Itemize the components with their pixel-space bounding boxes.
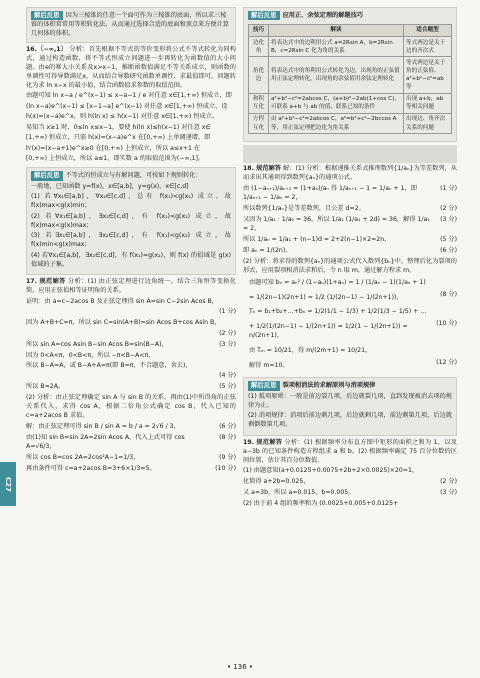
q16-line: h(x)=(x−a)e^x，则 h(ln x) ≤ h(x−1) 对任意 x∈[1,+∞) 恒成立。 xyxy=(26,113,219,121)
q16-line: [1,+∞) 恒成立，只需 h(x)=(x−a)e^x 在[0,+∞) 上单调递增，即 xyxy=(26,134,211,142)
tips-tag: 解后反思 xyxy=(248,381,280,390)
table-cell: 边化角 xyxy=(249,37,269,57)
score: (10 分) xyxy=(215,464,236,472)
tips-box-table xyxy=(243,7,457,142)
q18-line: 所以 1/aₙ = 1/a₁ + (n−1)d = 2+2(n−1)×2=2n， xyxy=(243,235,391,243)
q17-heading: 17. 规范解答 xyxy=(26,278,66,286)
table-header: 技巧 xyxy=(249,24,269,36)
q17-line: 因为 A+B+C=π，所以 sin C=sin(A+B)=sin Acos B+cos Asin B， xyxy=(26,319,221,327)
q18-heading: 18. 规范解答 xyxy=(243,165,282,173)
table-cell: 和积互化 xyxy=(249,93,269,113)
score: (9 分) xyxy=(219,453,236,461)
tips-box-mid xyxy=(26,167,236,275)
score: (1 分) xyxy=(219,308,236,316)
table-cell: 出现边、角齐次关系的问题 xyxy=(404,113,452,133)
techniques-table xyxy=(248,24,452,134)
left-column xyxy=(26,4,236,652)
q17-analysis: 分析：(1) 由正弦定理进行边角统一，结合三角恒等变换化简，应用正弦值相等证明角的关系。 xyxy=(26,278,236,295)
score: (5 分) xyxy=(219,383,236,391)
q16-block xyxy=(26,46,236,91)
q18-formula: 解得 m=10。 xyxy=(249,362,289,370)
q17-solution: 解：由正弦定理可得 sin B / sin A = b / a = 2√6 / 3， xyxy=(26,422,180,430)
tips-general: 一般地，已知函数 y=f(x)，x∈[a,b]，y=g(x)，x∈[c,d] xyxy=(31,182,189,190)
table-cell: 方程互化 xyxy=(249,113,269,133)
table-row xyxy=(249,113,452,133)
score: (6 分) xyxy=(219,422,236,430)
tips-rule: (1) 抵项原则：一般是前边裂几项，后边就裂几项，直到发现被消去项的规律为止。 xyxy=(248,392,452,409)
table-header: 解读 xyxy=(269,24,404,36)
q18-formula: = 1/(2n−1)(2n+1) = 1/2 (1/(2n−1) − 1/(2n+1))， xyxy=(249,293,403,301)
q17-proof: 证明：由 a=c−2acos B 及正弦定理得 sin A=sin C−2sin Acos B， xyxy=(26,297,218,305)
q16-heading: 16.〔−∞,1〕 xyxy=(26,45,68,53)
q16-line: 易知当 x≥1 时，0≤ln x≤x−1，要使 h(ln x)≤h(x−1) 对任意 x∈ xyxy=(26,123,211,131)
q19-line: (1) 由题意知(a+0.0125+0.0075+2b+2×0.0025)×20=1， xyxy=(243,467,419,475)
table-cell: 角化边 xyxy=(249,57,269,93)
score: (3 分) xyxy=(440,215,457,223)
score: (12 分) xyxy=(436,359,457,367)
score: (1 分) xyxy=(440,184,457,192)
tips-item: (1) 若∀x₁∈[a,b]，∀x₂∈[c,d]，总有 f(x₁)<g(x₂) 成立，故 f(x)max<g(x)min； xyxy=(31,193,231,210)
score: (6 分) xyxy=(440,246,457,254)
score: (2 分) xyxy=(219,329,236,337)
q19-line: 化简得 a+2b=0.025， xyxy=(243,477,310,485)
tips-intro: 不等式的恒成立与有解问题，可按如下规则转化： xyxy=(65,172,202,180)
q17-part2: (2) 分析：由正弦定理确定 sin A 与 sin B 的关系，再由(1)中所得角的正弦关系代入，求得 cos A，根据二倍角公式确定 cos B，代入已知的 c=a+2acos B 求值。 xyxy=(26,394,236,420)
score: (5 分) xyxy=(440,235,457,243)
score: (4 分) xyxy=(219,372,236,380)
tips-text: 因为三棱锥的任意一个面可作为三棱锥的底面，所以求三棱锥的体积常常用等积转化法，从而通过选择合适的底面和顶点来方便计算几何体的体积。 xyxy=(31,12,229,37)
q19-block xyxy=(243,439,457,466)
score: (8 分) xyxy=(440,290,457,298)
tips-box-bottom xyxy=(243,377,457,435)
tips-title: 裂项相消法的求解原则与消项规律 xyxy=(282,382,376,390)
table-cell: 等式两边是关于角的正弦值、a²+b²−c²=ab 等 xyxy=(404,57,452,93)
table-cell: 出现 a+b，ab 等相关问题 xyxy=(404,93,452,113)
q18-formula: Tₙ = b₁+b₂+…+bₙ = 1/2(1/1 − 1/3) + 1/2(1/3 − 1/5) + … xyxy=(249,308,427,316)
q17-line: 所以 B=2A。 xyxy=(26,383,65,391)
q17-line: 所以 B−A=A，或 B−A+A=π(即 B=π，不合题意，舍去)， xyxy=(26,361,192,369)
page-number: • 136 • xyxy=(226,662,254,671)
score: (10 分) xyxy=(436,320,457,328)
q18-block xyxy=(243,165,457,183)
q19-analysis: 分析：(1) 根据频率分布直方图中矩形的面积之和为 1，以及 a−3b 的已知条件构造方程组求 a 和 b。(2) 根据频率确定 75 百分位数的区间位置，估计其百分位数值。 xyxy=(243,438,457,464)
q17-solution: 由(1)知 sin B=sin 2A=2sin Acos A，代入上式可得 cos A=√6/3， xyxy=(26,433,185,450)
q18-analysis: 解：(1) 分析：根据递推关系式推理数列{1/aₙ}为等差数列，从而求出其通项得到数列{aₙ}的通项公式。 xyxy=(243,165,457,182)
q18-formula: 由题可知 bₙ = aₙ² / (1−aₙ)(1+aₙ) = 1 / (1/aₙ − 1)(1/aₙ + 1) xyxy=(249,278,426,286)
table-row xyxy=(249,93,452,113)
divider-strip xyxy=(243,145,457,163)
q16-analysis: 分析：首先根据不等式的等价变形将公式不等式转化为同构式，通过构造函数，将不等式恒成立问题进一步再转化为函数值的大小问题。由e的幂大小关系及x>x−1，推断函数值满足不等关系成立，则函数的单调性可得导数满足x，从而结合导数研究函数单调性、求最值即可，问题转化为求 ln x−x 的最小值，结合函数值求参数的取值范围。 xyxy=(26,45,236,89)
score: (3 分) xyxy=(440,488,457,496)
tips-tag: 解后反思 xyxy=(31,171,63,180)
table-cell: 由 a²+b²−c²=2abcos C，a²=b²+c²−2bccos A 等，用正弦定理把边化为角关系 xyxy=(269,113,404,133)
q19-line: (2) 由于前 4 组的频率和为 (0.0025+0.005+0.0125+ xyxy=(243,499,399,507)
q18-formula: 由 Tₘ = 10/21，得 m/(2m+1) = 10/21， xyxy=(249,347,372,355)
score: (2 分) xyxy=(440,477,457,485)
tips-item: (4) 若∀x₁∈[a,b]，∃x₂∈[c,d]，有 f(x₁)=g(x₂)，则 f(x) 的值域是 g(x) 值域的子集。 xyxy=(31,251,231,268)
q16-line: (ln x−a)e^(x−1) ≤ [x−1−a] e^(x−1) 对任意 x∈[1,+∞) 恒成立，设 xyxy=(26,102,228,110)
tips-box-top xyxy=(26,7,236,43)
q17-solution: 再由条件可得 c=a+2acos B=3+6×1/3=5。 xyxy=(26,464,156,472)
table-cell: a²+b²−c²=2abcos C，(a+b)²−2ab(1+cos C)，可联系 a+b 与 ab 的值，联系已知的条件 xyxy=(269,93,404,113)
table-cell: 将表达式中的边利用公式 a=2Rsin A，b=2Rsin B，c=2Rsin C 化为角的关系 xyxy=(269,37,404,57)
q17-line: 因为 0<A<π，0<B<π，所以 −π<B−A<π， xyxy=(26,351,155,359)
q17-line: 所以 sin A=cos Asin B−sin Acos B=sin(B−A)， xyxy=(26,340,168,348)
q18-line: 所以数列{1/aₙ}是等差数列，且公差 d=2。 xyxy=(243,204,365,212)
side-tab: C27 xyxy=(0,462,16,506)
table-cell: 将表达式中的角利用公式转化为边，出现角的正弦值用正弦定理转化，出现角的余弦值用余弦定理转化 xyxy=(269,57,404,93)
q16-line: [0,+∞) 上恒成立，所以 a≤1，即实数 a 的取值范围为(−∞,1]。 xyxy=(26,155,205,163)
q17-solution: 所以 cos B=cos 2A=2cos²A−1=1/3， xyxy=(26,453,140,461)
q19-heading: 19. 规范解答 xyxy=(243,438,283,446)
score: (3 分) xyxy=(219,340,236,348)
q18-line: 即 aₙ = 1/(2n)。 xyxy=(243,246,292,254)
tips-rule: (2) 消项规律：消项后前边剩几项，后边就剩几项，前边剩第几项，后边就剩倒数第几项。 xyxy=(248,412,452,429)
tips-tag: 解后反思 xyxy=(248,11,280,20)
q19-line: 又 a=3b，所以 a=0.015，b=0.005。 xyxy=(243,488,355,496)
score: (8 分) xyxy=(219,433,236,441)
q18-line: 由 (1−aₙ₊₁)/aₙ₊₁ = (1+aₙ)/aₙ 得 1/aₙ₊₁ − 1 = 1/aₙ + 1，即 1/aₙ₊₁ − 1/aₙ = 2， xyxy=(243,184,417,201)
tips-tag: 解后反思 xyxy=(31,11,63,20)
q16-line: 由题可知 ln x−a / e^(x−1) ≤ x−a−1 / e 对任意 x∈[1,+∞) 恒成立，即 xyxy=(26,92,232,100)
table-row xyxy=(249,57,452,93)
table-cell: 等式两边是关于边的齐次式 xyxy=(404,37,452,57)
right-column xyxy=(243,4,457,652)
tips-item: (3) 若∃x₁∈[a,b]，∃x₂∈[c,d]，有 f(x₁)<g(x₂) 成立，故 f(x)min<g(x)max； xyxy=(31,232,231,249)
q17-block xyxy=(26,278,236,296)
table-row xyxy=(249,37,452,57)
score: (2 分) xyxy=(440,204,457,212)
tips-item: (2) 若∀x₁∈[a,b]，∃x₂∈[c,d]，有 f(x₁)<g(x₂) 成立，故 f(x)max<g(x)max； xyxy=(31,212,231,229)
q18-part2: (2) 分析：将求得的数列{aₙ}的通项公式代入数列{bₙ}中，整理后化为裂项的形式，应用裂项相消法求和后，令 n 取 m，通过解方程求 m。 xyxy=(243,257,457,274)
q18-formula: + 1/2(1/(2n−1) − 1/(2n+1)) = 1/2(1 − 1/(2n+1)) = n/(2n+1)， xyxy=(249,323,408,340)
q16-line: h'(x)=(x−a+1)e^x≥0 在[0,+∞) 上恒成立，所以 a≤x+1 在 xyxy=(26,144,201,152)
tips-title: 应用正、余弦定理的解题技巧 xyxy=(282,12,363,19)
q18-line: 又因为 1/a₁ · 1/a₂ = 36，所以 1/a₁ (1/a₁ + 2d) = 36，解得 1/a₁ = 2， xyxy=(243,215,430,232)
table-header: 适合题型 xyxy=(404,24,452,36)
